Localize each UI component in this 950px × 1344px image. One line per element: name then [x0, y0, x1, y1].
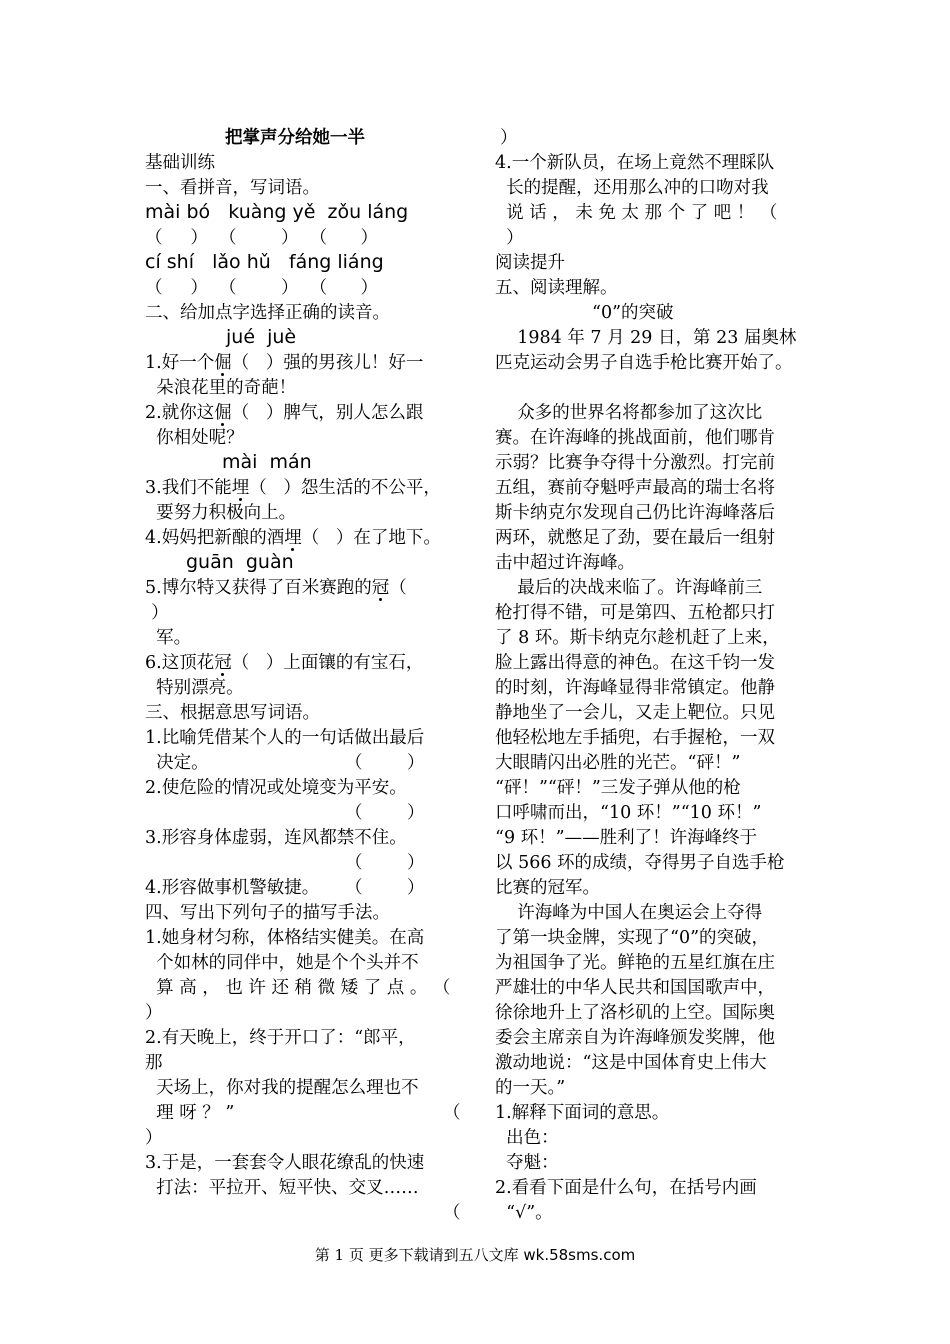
paragraph-line: 最后的决战来临了。许海峰前三 [495, 578, 763, 598]
answer-blank: （ ） [345, 853, 425, 873]
paragraph-line: 口呼啸而出，“10 环！”“10 环！” [495, 803, 762, 823]
paragraph-line: 两环，就憋足了劲，要在最后一组射 [495, 528, 775, 548]
question-item: 朵浪花里的奇葩！ [145, 378, 297, 398]
question-item: 2.看看下面是什么句，在括号内画 [495, 1178, 757, 1198]
story-title: “0”的突破 [592, 303, 674, 323]
question-item: 你相处呢？ [145, 428, 244, 448]
question-heading: 四、写出下列句子的描写手法。 [145, 903, 390, 923]
paragraph-line: 匹克运动会男子自选手枪比赛开始了。 [495, 353, 793, 373]
paragraph-line: 1984 年 7 月 29 日，第 23 届奥林 [495, 328, 797, 348]
question-item: 3.于是，一套套令人眼花缭乱的快速 [145, 1153, 425, 1173]
question-item: 1.解释下面词的意思。 [495, 1103, 670, 1123]
question-item: 决定。 [145, 753, 209, 773]
question-item: 4.形容做事机警敏捷。 [145, 878, 320, 898]
paragraph-line: 了 8 环。斯卡纳克尔趁机赶了上来， [495, 628, 780, 648]
paragraph-line: 严雄壮的中华人民共和国国歌声中， [495, 978, 775, 998]
question-heading: 三、根据意思写词语。 [145, 703, 320, 723]
paragraph-line: 斯卡纳克尔发现自己仍比许海峰落后 [495, 503, 775, 523]
paragraph-line: 击中超过许海峰。 [495, 553, 635, 573]
question-item: 1.她身材匀称，体格结实健美。在高 [145, 928, 425, 948]
paragraph-line: 徐徐地升上了洛杉矶的上空。国际奥 [495, 1003, 775, 1023]
paragraph-line: 委会主席亲自为许海峰颁发奖牌，他 [495, 1028, 775, 1048]
question-item: 算 高 ， 也 许 还 稍 微 矮 了 点 。 （ [145, 978, 451, 998]
question-heading: 二、给加点字选择正确的读音。 [145, 303, 390, 323]
question-item: 打法：平拉开、短平快、交叉…… [145, 1178, 419, 1198]
paragraph-line: 众多的世界名将都参加了这次比 [495, 403, 763, 423]
question-heading: 五、阅读理解。 [495, 278, 618, 298]
pinyin-options: jué juè [226, 326, 297, 348]
pinyin-options: mài mán [222, 451, 312, 473]
dotted-char: 埋 [284, 528, 302, 548]
paragraph-line: 的一天。” [495, 1078, 566, 1098]
paragraph-line: 脸上露出得意的神色。在这千钧一发 [495, 653, 775, 673]
paragraph-line: 五组，赛前夺魁呼声最高的瑞士名将 [495, 478, 775, 498]
question-item: ） [140, 603, 169, 623]
question-item: 军。 [145, 628, 192, 648]
answer-blank: ） [145, 1128, 163, 1148]
dotted-char: 冠 [371, 578, 390, 598]
answer-blank: （ [443, 1103, 461, 1123]
pinyin-row: mài bó kuàng yě zǒu láng [145, 201, 409, 223]
answer-blank: ） [500, 128, 518, 148]
page-title: 把掌声分给她一半 [225, 128, 365, 148]
pinyin-options: guān guàn [186, 551, 294, 573]
question-item: 1.好一个倔（ ）强的男孩儿！好一 [145, 353, 424, 373]
dotted-char: 倔 [214, 353, 232, 373]
question-item: 4.一个新队员，在场上竟然不理睬队 [495, 153, 775, 173]
paragraph-line: 大眼睛闪出必胜的光芒。“砰！” [495, 753, 741, 773]
question-item: 2.使危险的情况或处境变为平安。 [145, 778, 407, 798]
section-heading: 阅读提升 [495, 253, 565, 273]
paragraph-line: 了第一块金牌，实现了“0”的突破， [495, 928, 770, 948]
question-item: 要努力积极向上。 [145, 503, 297, 523]
question-item: 那 [145, 1053, 163, 1073]
paragraph-line: 静地坐了一会儿，又走上靶位。只见 [495, 703, 775, 723]
page-footer [0, 1245, 950, 1265]
question-item: 2.有天晚上，终于开口了：“郎平， [145, 1028, 416, 1048]
paragraph-line: 为祖国争了光。鲜艳的五星红旗在庄 [495, 953, 775, 973]
section-heading: 基础训练 [145, 153, 215, 173]
answer-blank: （ ） [345, 878, 425, 898]
pinyin-row: cí shí lǎo hǔ fáng liáng [145, 251, 384, 273]
paragraph-line: 枪打得不错，可是第四、五枪都只打 [495, 603, 775, 623]
question-item: 长的提醒，还用那么冲的口吻对我 [495, 178, 769, 198]
paragraph-line: 赛。在许海峰的挑战面前，他们哪肯 [495, 428, 775, 448]
paragraph-line: 示弱？比赛争夺得十分激烈。打完前 [495, 453, 775, 473]
answer-blank: （ [443, 1203, 461, 1223]
paragraph-line: 比赛的冠军。 [495, 878, 600, 898]
answer-blanks: （ ） （ ） （ ） [145, 228, 378, 248]
question-item: ） [145, 1003, 163, 1023]
answer-blank: ） [495, 228, 524, 248]
question-item: 1.比喻凭借某个人的一句话做出最后 [145, 728, 425, 748]
dotted-char: 倔 [214, 403, 232, 423]
question-item: 3.我们不能埋（ ）怨生活的不公平， [145, 478, 441, 498]
question-item: “√”。 [495, 1203, 553, 1223]
paragraph-line: 激动地说：“这是中国体育史上伟大 [495, 1053, 767, 1073]
question-item: 夺魁： [495, 1153, 559, 1173]
paragraph-line: 许海峰为中国人在奥运会上夺得 [495, 903, 763, 923]
paragraph-line: “砰！”“砰！”三发子弹从他的枪 [495, 778, 741, 798]
dotted-char: 冠 [214, 653, 232, 673]
dotted-char: 埋 [231, 478, 250, 498]
question-item: 特别漂亮。 [145, 678, 244, 698]
question-item: 个如林的同伴中，她是个个头并不 [145, 953, 419, 973]
question-item: 出色： [495, 1128, 559, 1148]
footer-site-link[interactable]: wk.58sms.com [523, 1246, 636, 1264]
answer-blank: （ ） [345, 803, 425, 823]
paragraph-line: 他轻松地左手插兜，右手握枪，一双 [495, 728, 775, 748]
question-item: 天场上，你对我的提醒怎么理也不 [145, 1078, 419, 1098]
question-heading: 一、看拼音，写词语。 [145, 178, 320, 198]
paragraph-line: 的时刻，许海峰显得非常镇定。他静 [495, 678, 775, 698]
question-item: 4.妈妈把新酿的酒埋（ ）在了地下。 [145, 528, 441, 548]
question-item: 5.博尔特又获得了百米赛跑的冠（ [145, 578, 407, 598]
question-item: 2.就你这倔（ ）脾气，别人怎么跟 [145, 403, 424, 423]
question-item: 说 话 ， 未 免 太 那 个 了 吧 ！ （ [495, 203, 778, 223]
question-item: 3.形容身体虚弱，连风都禁不住。 [145, 828, 407, 848]
question-item: 6.这顶花冠（ ）上面镶的有宝石， [145, 653, 424, 673]
footer-text: 第 1 页 更多下载请到五八文库 [314, 1246, 524, 1264]
paragraph-line: 以 566 环的成绩，夺得男子自选手枪 [495, 853, 785, 873]
answer-blank: （ ） [345, 753, 425, 773]
question-item: 理 呀 ？ ” [145, 1103, 235, 1123]
paragraph-line: “9 环！”——胜利了！许海峰终于 [495, 828, 758, 848]
answer-blanks: （ ） （ ） （ ） [145, 278, 378, 298]
